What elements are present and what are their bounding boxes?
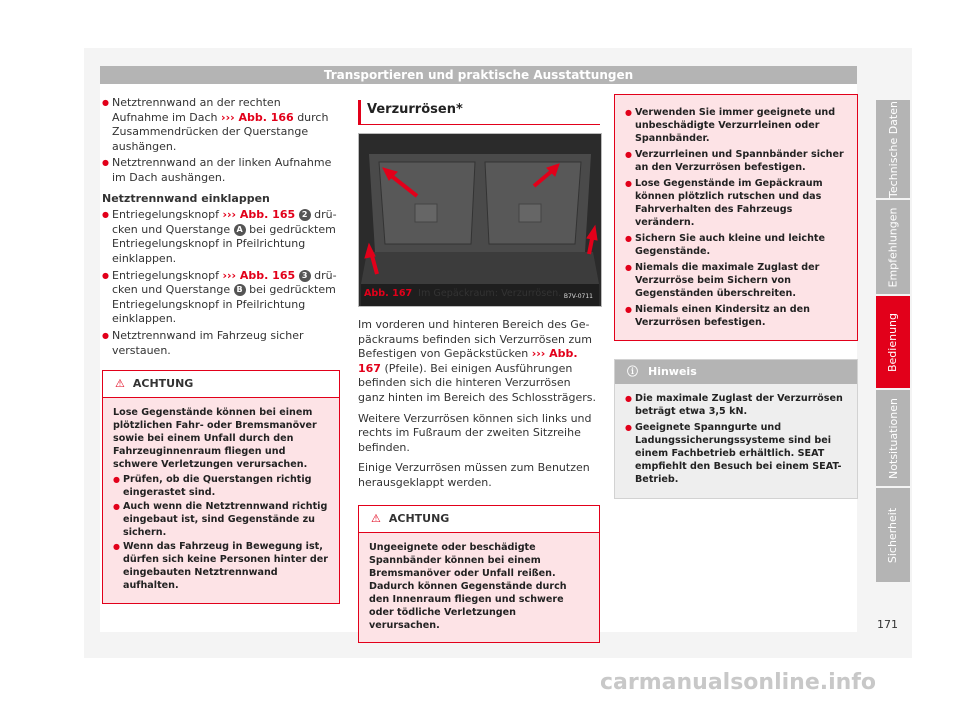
hint-item: ● Die maximale Zuglast der Verzurrösen beträgt etwa 3,5 kN. <box>625 392 847 418</box>
hint-body <box>615 384 857 498</box>
column-middle-text <box>358 318 600 643</box>
list-item: ● Netztrennwand im Fahrzeug sicher verstauen. <box>102 329 340 358</box>
warning-body <box>103 398 339 603</box>
watermark: carmanualsonline.info <box>600 670 876 695</box>
list-item: ● Netztrennwand an der linken Aufnahme im Dach aushängen. <box>102 156 340 185</box>
warning-item: ● Prüfen, ob die Querstangen richtig eingerastet sind. <box>113 473 329 499</box>
info-icon: ⓘ <box>627 365 638 378</box>
callout-letter: A <box>234 224 246 236</box>
callout-number: 2 <box>299 209 311 221</box>
warning-item: ● Auch wenn die Netztrennwand richtig eingebaut ist, sind Gegenstände zu sichern. <box>113 500 329 539</box>
column-middle <box>358 100 600 135</box>
warning-icon: ⚠ <box>115 377 125 391</box>
paragraph <box>358 318 600 406</box>
tab-label: Bedienung <box>886 312 900 372</box>
callout-letter: B <box>234 284 246 296</box>
text: Entriegelungsknopf <box>112 268 223 282</box>
page-number: 171 <box>877 618 898 631</box>
tab-empfehlungen[interactable] <box>876 200 910 294</box>
warning-title: ACHTUNG <box>388 511 450 525</box>
warning-title: ACHTUNG <box>132 377 194 391</box>
list-item <box>102 269 340 327</box>
warning-item: ● Sichern Sie auch kleine und leichte Gegenstände. <box>625 232 847 258</box>
tab-label: Technische Daten <box>886 100 900 198</box>
tab-notsituationen[interactable] <box>876 390 910 486</box>
warning-item: ● Lose Gegenstände im Gepäckraum können plötzlich rutschen und das Fahrverhalten des Fahrzeugs verändern. <box>625 177 847 229</box>
tab-technische-daten[interactable] <box>876 100 910 198</box>
figure-link[interactable]: ››› Abb. 166 <box>221 110 294 124</box>
text: Im vorderen und hinteren Bereich des Gepäckraums befinden sich Verzurrösen zum Befestigen von Gepäckstücken <box>358 318 592 361</box>
warning-box <box>102 370 340 604</box>
warning-item: ● Niemals die maximale Zuglast der Verzurröse beim Sichern von Gegenständen überschreiten. <box>625 261 847 300</box>
text: Netztrennwand an der rechten Aufnahme im Dach <box>112 96 281 124</box>
text: bei gedrücktem Entriegelungsknopf in Pfeilrichtung einklappen. <box>112 283 336 326</box>
caption-label: Abb. 167 <box>364 288 413 299</box>
list-item <box>102 208 340 266</box>
text: drücken und Querstange <box>112 208 337 236</box>
page-header-title: Transportieren und praktische Ausstattungen <box>100 66 857 84</box>
text: (Pfeile). Bei einigen Ausführungen befinden sich die hinteren Verzurrösen ganz hinten im Bereich des Schlossträgers. <box>358 361 597 404</box>
cargo-illustration <box>359 134 601 306</box>
figure-link[interactable]: ››› Abb. 165 <box>222 268 296 282</box>
tab-sicherheit[interactable] <box>876 488 910 582</box>
figure-code: B7V-0711 <box>563 293 593 300</box>
hint-box <box>614 359 858 499</box>
figure-cargo-area <box>358 133 602 307</box>
text: bei gedrücktem Entriegelungsknopf in Pfeilrichtung einklappen. <box>112 222 336 265</box>
paragraph: Weitere Verzurrösen können sich links und rechts im Fußraum der zweiten Sitzreihe befinden. <box>358 411 592 454</box>
figure-link[interactable]: ››› Abb. 167 <box>358 347 578 375</box>
caption-text: Im Gepäckraum: Verzurrösen. <box>418 288 562 299</box>
warning-item: ● Niemals einen Kindersitz an den Verzurrösen befestigen. <box>625 303 847 329</box>
warning-box <box>358 505 600 643</box>
tab-label: Notsituationen <box>886 397 900 479</box>
paragraph: Einige Verzurrösen müssen zum Benutzen herausgeklappt werden. <box>358 461 590 489</box>
hint-item: ● Geeignete Spanngurte und Ladungssicherungssysteme sind bei einem Fachbetrieb erhältlich. SEAT empfiehlt den Besuch bei einem SEAT-Betrieb. <box>625 421 847 486</box>
warning-body: Ungeeignete oder beschädigte Spannbänder können bei einem Bremsmanöver oder Unfall reißen. Dadurch können Gegenstände durch den Innenraum fliegen und schwere oder tödliche Verletzungen verursachen. <box>359 533 599 642</box>
warning-text: Lose Gegenstände können bei einem plötzlichen Fahr- oder Bremsmanöver sowie bei einem Unfall durch den Fahrzeuginnenraum fliegen und schwere Verletzungen verursachen. <box>113 407 317 471</box>
text: drücken und Querstange <box>112 268 337 297</box>
text: durch Zusammendrücken der Querstange aushängen. <box>112 110 329 153</box>
warning-icon: ⚠ <box>371 511 381 525</box>
warning-item: ● Verwenden Sie immer geeignete und unbeschädigte Verzurrleinen oder Spannbänder. <box>625 106 847 145</box>
subheading: Netztrennwand einklappen <box>102 191 270 205</box>
column-right <box>614 94 858 499</box>
warning-body <box>615 95 857 340</box>
tab-label: Empfehlungen <box>886 207 900 287</box>
section-title: Verzurrösen* <box>358 100 600 125</box>
warning-item: ● Verzurrleinen und Spannbänder sicher an den Verzurrösen befestigen. <box>625 148 847 174</box>
warning-header <box>359 506 599 533</box>
callout-number: 3 <box>299 270 311 282</box>
tab-label: Sicherheit <box>886 507 900 563</box>
hint-title: Hinweis <box>648 365 697 378</box>
column-left <box>102 96 340 604</box>
figure-caption <box>364 288 596 299</box>
list-item <box>102 96 340 154</box>
warning-header <box>103 371 339 398</box>
figure-link[interactable]: ››› Abb. 165 <box>222 208 296 222</box>
tab-bedienung[interactable] <box>876 296 910 388</box>
text: Entriegelungsknopf <box>112 208 223 222</box>
warning-box-continued <box>614 94 858 341</box>
hint-header <box>615 360 857 384</box>
warning-item: ● Wenn das Fahrzeug in Bewegung ist, dürfen sich keine Personen hinter der eingebauten Netztrennwand aufhalten. <box>113 540 329 592</box>
